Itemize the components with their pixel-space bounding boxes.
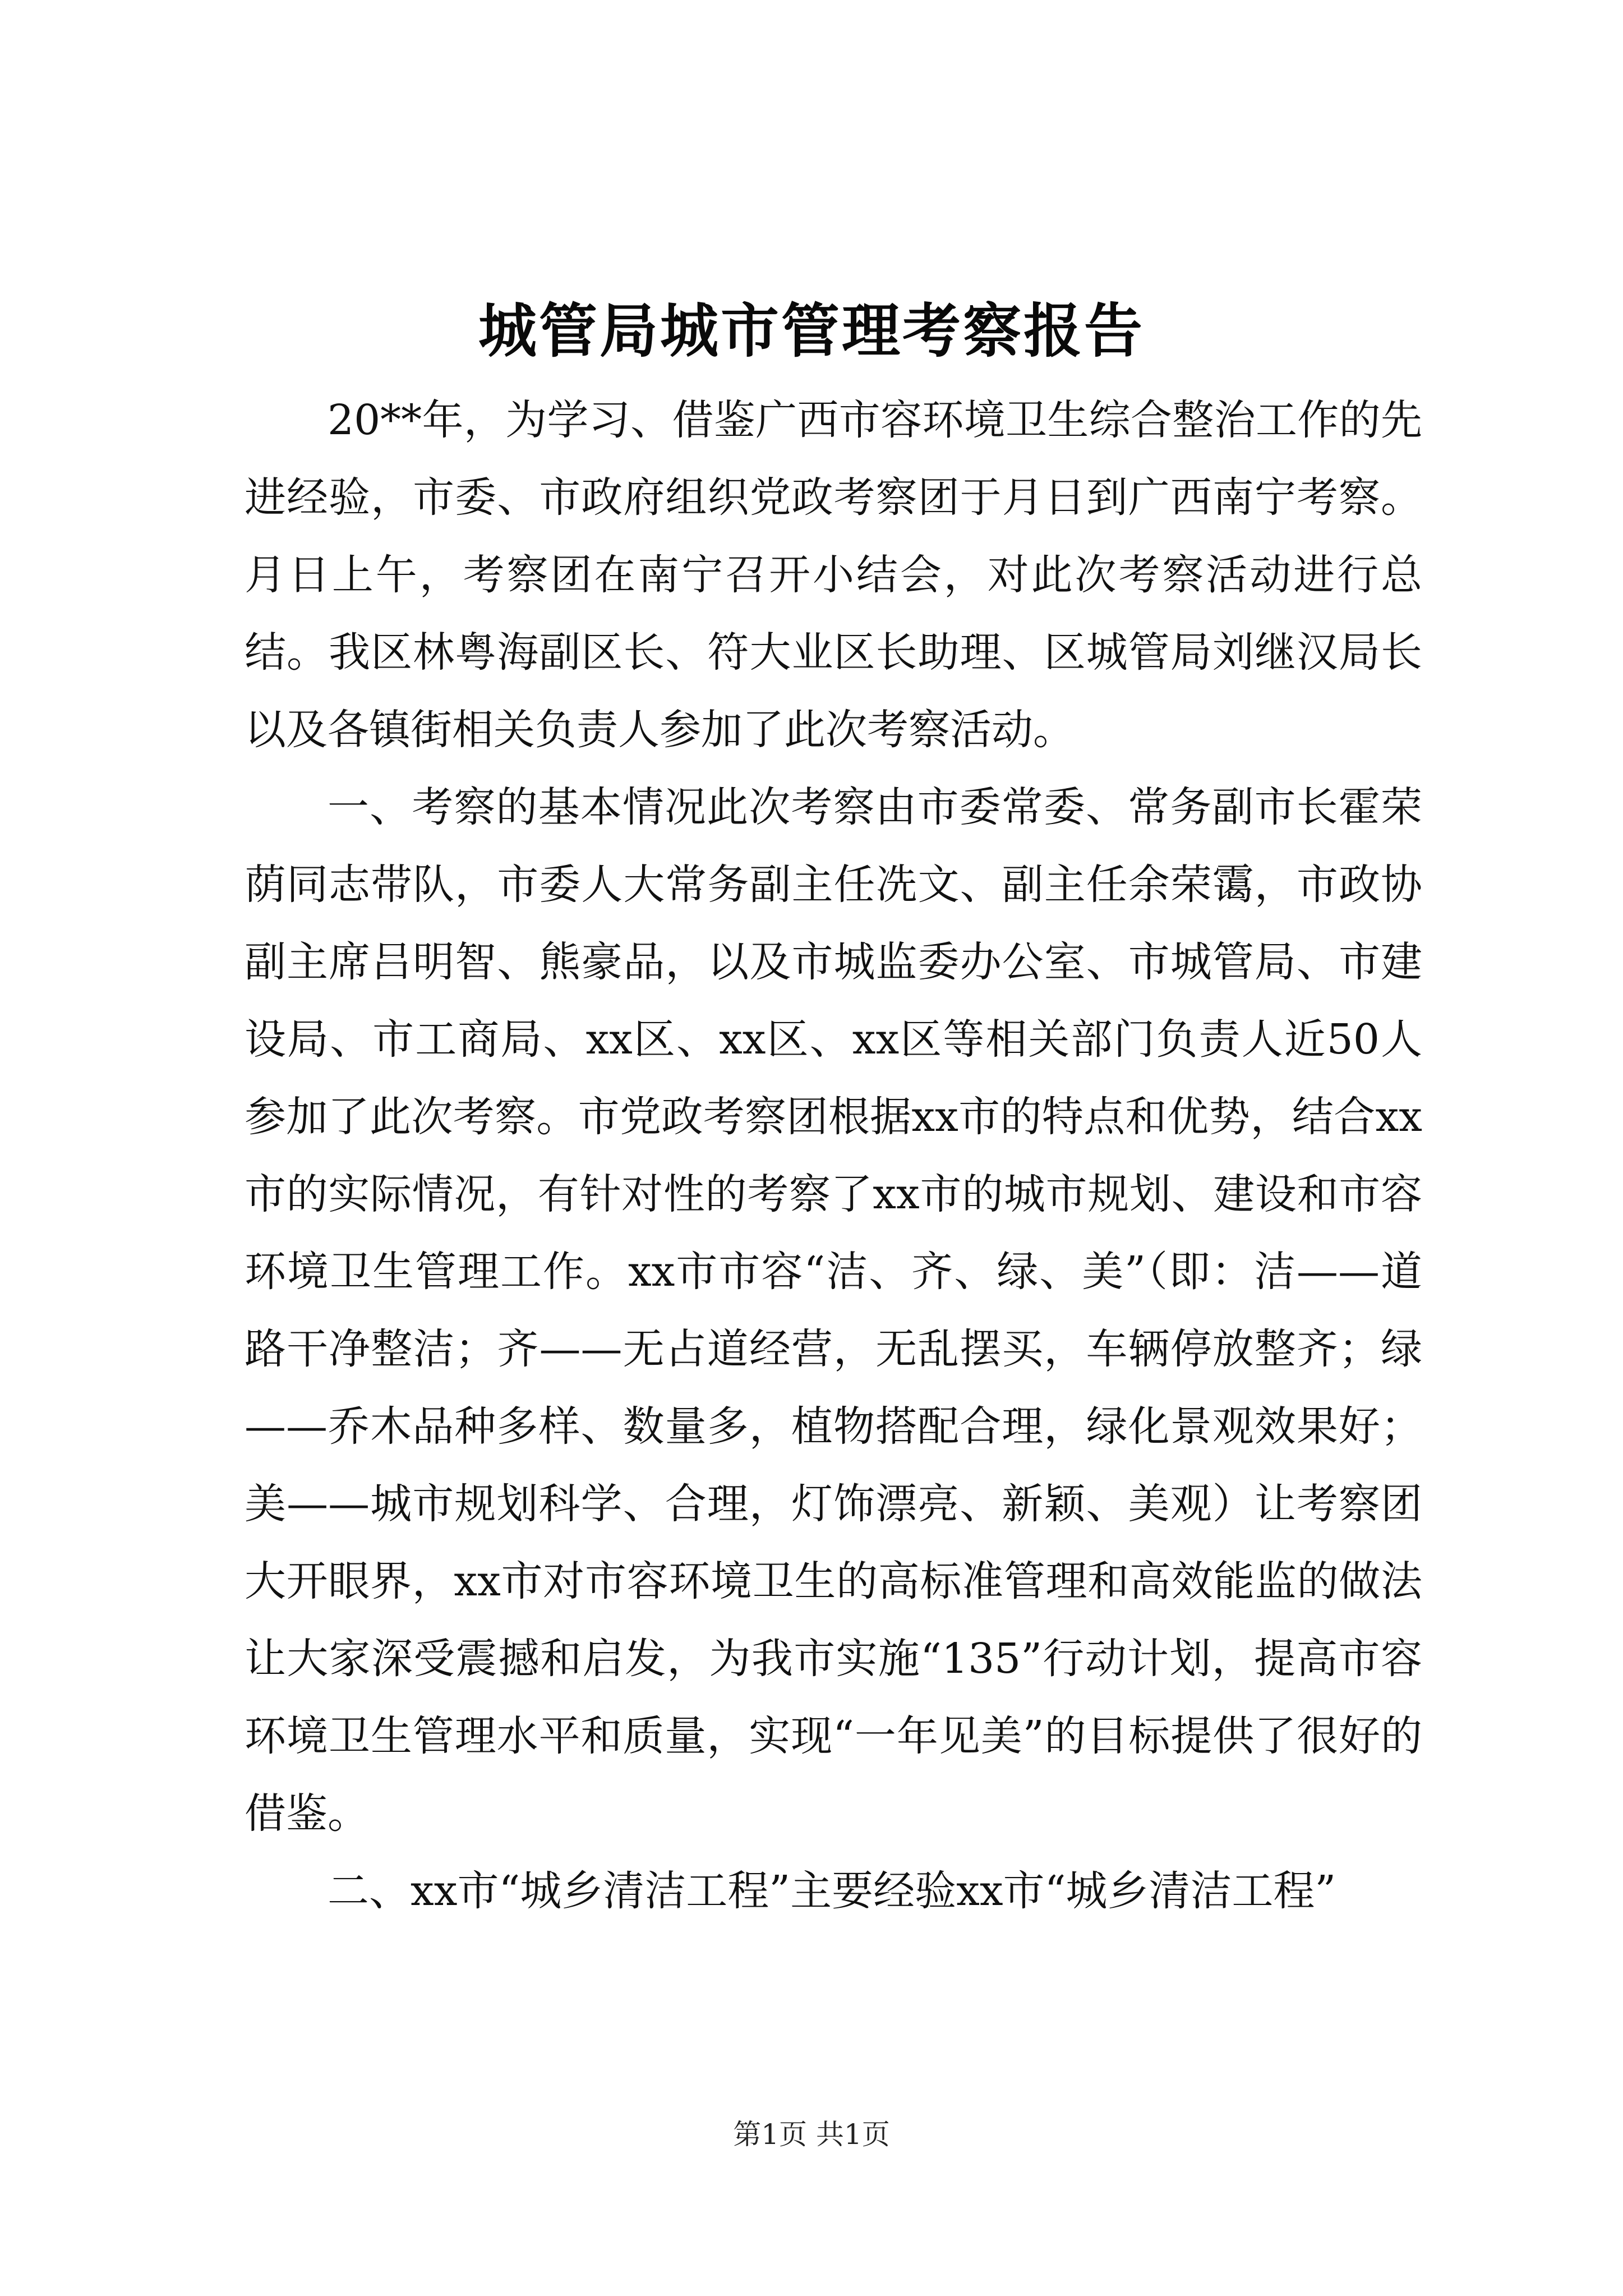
document-body bbox=[245, 381, 1422, 1930]
document-title: 城管局城市管理考察报告 bbox=[478, 296, 1145, 365]
paragraph-section-2: 二、xx市“城乡清洁工程”主要经验xx市“城乡清洁工程” bbox=[328, 1867, 1336, 1915]
paragraph-intro: 20**年，为学习、借鉴广西市容环境卫生综合整治工作的先进经验，市委、市政府组织党政考察团于月日到广西南宁考察。月日上午，考察团在南宁召开小结会，对此次考察活动进行总结。我区林粤海副区长、符大业区长助理、区城管局刘继汉局长以及各镇街相关负责人参加了此次考察活动。 bbox=[245, 396, 1422, 754]
page-number-footer: 第1页 共1页 bbox=[733, 2118, 890, 2151]
paragraph-section-1: 一、考察的基本情况此次考察由市委常委、常务副市长霍荣荫同志带队，市委人大常务副主任冼文、副主任余荣霭，市政协副主席吕明智、熊豪品，以及市城监委办公室、市城管局、市建设局、市工商局、xx区、xx区、xx区等相关部门负责人近50人参加了此次考察。市党政考察团根据xx市的特点和优势，结合xx市的实际情况，有针对性的考察了xx市的城市规划、建设和市容环境卫生管理工作。xx市市容“洁、齐、绿、美”（即：洁——道路干净整洁；齐——无占道经营，无乱摆买，车辆停放整齐；绿——乔木品种多样、数量多，植物搭配合理，绿化景观效果好；美——城市规划科学、合理，灯饰漂亮、新颖、美观）让考察团大开眼界，xx市对市容环境卫生的高标准管理和高效能监的做法让大家深受震撼和启发，为我市实施“135”行动计划，提高市容环境卫生管理水平和质量，实现“一年见美”的目标提供了很好的借鉴。 bbox=[245, 783, 1422, 1838]
